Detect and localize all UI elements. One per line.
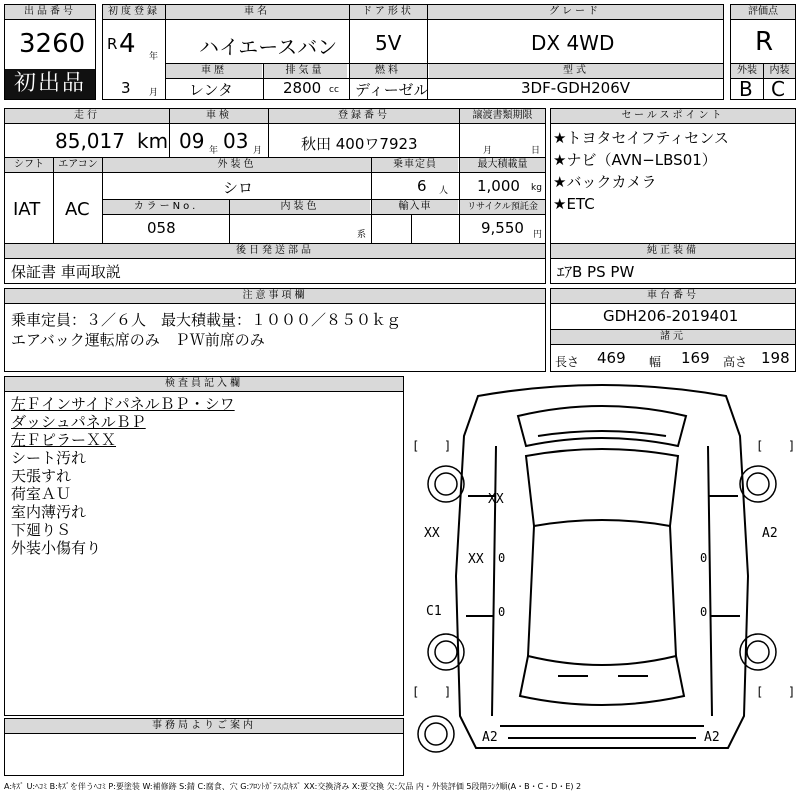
chassis-label: 車台番号: [551, 289, 795, 303]
int-label: 内装: [764, 64, 795, 78]
ext-color-value: シロ: [223, 179, 254, 197]
score-label: 評価点: [731, 5, 795, 19]
grade-value: DX 4WD: [531, 31, 615, 55]
notes-line: エアバック運転席のみ ＰＷ前席のみ: [11, 331, 265, 349]
inspection-month-unit: 月: [253, 146, 263, 156]
grade-label: グレード: [427, 5, 723, 19]
recycle-unit: 円: [533, 230, 543, 240]
plate-value: 秋田 400ワ7923: [301, 135, 418, 153]
displacement-value: 2800: [283, 79, 322, 97]
capacity-unit: 人: [439, 186, 449, 196]
inspector-line: 荷室ＡＵ: [11, 485, 72, 503]
svg-text:]: ]: [788, 685, 796, 699]
notes-line: 乗車定員：３／６人 最大積載量：１０００／８５０ｋｇ: [11, 311, 402, 329]
chassis-value: GDH206-2019401: [603, 307, 739, 325]
later-parts-value: 保証書 車両取説: [11, 263, 121, 281]
inspector-line: 天張すれ: [11, 467, 72, 485]
mileage-value: 85,017: [55, 129, 125, 153]
details-box: [4, 108, 546, 284]
office-label: 事務局よりご案内: [5, 719, 403, 733]
damage-mark-front-left: A2: [482, 730, 498, 745]
int-color-label: 内装色: [230, 200, 370, 214]
import-label: 輸入車: [372, 200, 458, 214]
model-label: 型式: [429, 64, 723, 78]
height-label: 高さ: [723, 355, 748, 369]
car-diagram: [408, 376, 796, 776]
chassis-box: [550, 288, 796, 372]
damage-mark-roof: XX: [488, 492, 504, 507]
svg-text:[: [: [756, 685, 764, 699]
transfer-label: 譲渡書類期限: [460, 109, 545, 123]
inspector-line: 左ＦピラーＸＸ: [11, 431, 117, 449]
notes-label: 注意事項欄: [5, 289, 545, 303]
ac-value: AC: [65, 199, 90, 220]
ext-color-label: 外装色: [103, 158, 371, 172]
sales-point-item: ★トヨタセイフティセンス: [553, 129, 729, 147]
damage-mark-front-right: A2: [704, 730, 720, 745]
max-load-value: 1,000: [477, 177, 520, 195]
sales-points-box: [550, 108, 796, 284]
month-unit: 月: [149, 88, 159, 98]
inspection-label: 車検: [170, 109, 268, 123]
svg-text:[: [: [412, 685, 420, 699]
damage-mark-right-side: A2: [762, 526, 778, 541]
first-reg-year: 4: [119, 29, 136, 59]
inspection-month: 03: [223, 129, 249, 153]
legend-text: A:ｷｽﾞ U:ﾍｺﾐ B:ｷｽﾞを伴うﾍｺﾐ P:要塗装 W:補修跡 S:錆 C:腐食、穴 G:ﾌﾛﾝﾄｶﾞﾗｽ点ｷｽﾞ XX:交換済み X:要交換 欠:欠品 内・外装評価 5段階ﾗﾝｸ順(A・B・C・D・E) 2: [4, 782, 582, 791]
color-no-label: カラーNo.: [103, 200, 229, 214]
length-value: 469: [597, 349, 626, 367]
ext-score: B: [739, 77, 753, 101]
shift-value: IAT: [13, 199, 41, 220]
damage-mark-left-front: C1: [426, 604, 442, 619]
vehicle-info-box: [102, 4, 724, 100]
transfer-month-unit: 月: [483, 146, 493, 156]
capacity-label: 乗車定員: [372, 158, 458, 172]
history-value: レンタ: [189, 81, 234, 99]
damage-mark-left-side: XX: [424, 526, 440, 541]
max-load-unit: kg: [531, 183, 542, 193]
height-value: 198: [761, 349, 790, 367]
svg-text:[: [: [412, 439, 420, 453]
svg-text:]: ]: [444, 685, 452, 699]
sales-point-item: ★ETC: [553, 195, 595, 213]
sales-point-item: ★バックカメラ: [553, 173, 657, 191]
svg-text:0: 0: [498, 605, 506, 619]
notes-box: [4, 288, 546, 372]
era-value: R: [107, 35, 118, 53]
inspector-line: 下廻りＳ: [11, 521, 72, 539]
inspector-line: シート汚れ: [11, 449, 87, 467]
svg-text:]: ]: [788, 439, 796, 453]
sales-points-label: セールスポイント: [551, 109, 795, 123]
int-score: C: [771, 77, 785, 101]
inspector-label: 検査員記入欄: [5, 377, 403, 391]
width-value: 169: [681, 349, 710, 367]
score-box: [730, 4, 796, 100]
car-name-value: ハイエースバン: [199, 35, 338, 59]
length-label: 長さ: [555, 355, 580, 369]
mileage-label: 走行: [5, 109, 169, 123]
shift-label: シフト: [5, 158, 53, 172]
capacity-value: 6: [417, 177, 427, 195]
fuel-label: 燃料: [349, 64, 427, 78]
first-reg-month: 3: [121, 79, 131, 97]
sales-point-item: ★ナビ（AVN−LBS01）: [553, 151, 717, 169]
inspector-line: 室内薄汚れ: [11, 503, 87, 521]
fuel-value: ディーゼル: [355, 81, 429, 99]
lot-label: 出品番号: [5, 5, 95, 19]
car-outline-icon: [408, 376, 796, 776]
svg-text:0: 0: [700, 551, 708, 565]
displacement-label: 排気量: [263, 64, 347, 78]
displacement-unit: cc: [329, 85, 339, 95]
model-value: 3DF-GDH206V: [521, 79, 631, 97]
lot-box: [4, 4, 96, 100]
year-unit: 年: [149, 52, 159, 62]
specs-label: 諸元: [551, 330, 795, 344]
svg-text:]: ]: [444, 439, 452, 453]
int-color-unit: 系: [357, 230, 367, 240]
history-label: 車歴: [166, 64, 262, 78]
inspection-year-unit: 年: [209, 146, 219, 156]
inspector-line: 外装小傷有り: [11, 539, 102, 557]
office-box: [4, 718, 404, 776]
inspector-line: 左ＦインサイドパネルＢＰ・シワ: [11, 395, 235, 413]
car-name-label: 車名: [165, 5, 349, 19]
ext-label: 外装: [731, 64, 763, 78]
first-reg-label: 初度登録: [103, 5, 165, 19]
later-parts-label: 後日発送部品: [5, 244, 545, 258]
score-value: R: [755, 27, 774, 57]
inspector-box: [4, 376, 404, 716]
max-load-label: 最大積載量: [460, 158, 545, 172]
equipment-label: 純正装備: [551, 244, 795, 258]
ac-label: エアコン: [54, 158, 102, 172]
mileage-unit: km: [137, 129, 169, 153]
transfer-day-unit: 日: [531, 146, 541, 156]
door-label: ドア形状: [349, 5, 427, 19]
lot-number: 3260: [19, 29, 86, 59]
plate-label: 登録番号: [269, 109, 459, 123]
first-listing-badge: 初出品: [5, 69, 95, 99]
svg-text:[: [: [756, 439, 764, 453]
recycle-value: 9,550: [481, 219, 524, 237]
svg-text:0: 0: [700, 605, 708, 619]
color-no-value: 058: [147, 219, 176, 237]
inspector-line: ダッシュパネルＢＰ: [11, 413, 146, 431]
inspection-year: 09: [179, 129, 205, 153]
recycle-label: リサイクル預託金: [460, 200, 545, 214]
width-label: 幅: [649, 355, 662, 369]
equipment-value: ｴｱB PS PW: [557, 263, 635, 281]
svg-text:0: 0: [498, 551, 506, 565]
damage-mark-left-rear-door: XX: [468, 552, 484, 567]
door-value: 5V: [375, 31, 402, 55]
